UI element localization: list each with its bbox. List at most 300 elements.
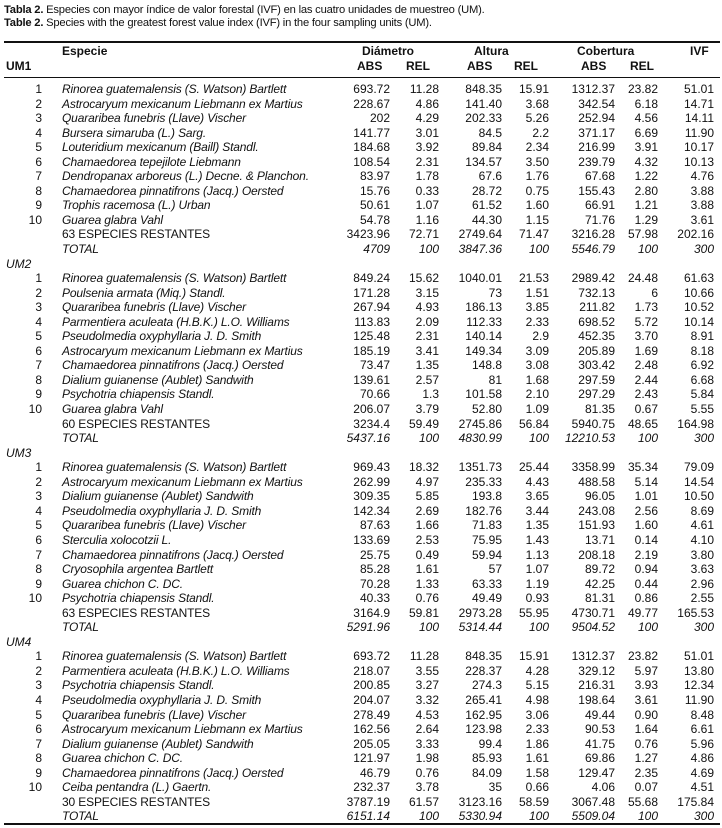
cobertura-abs-value: 42.25	[584, 576, 615, 591]
table-row	[4, 548, 720, 563]
cobertura-rel-value: 5.72	[634, 314, 658, 329]
cobertura-rel-value: 3.70	[634, 329, 658, 344]
diametro-abs-value: 5437.16	[346, 431, 390, 446]
diametro-rel-value: 3.92	[415, 140, 439, 155]
diametro-abs-value: 46.79	[359, 765, 390, 780]
species-name: Dendropanax arboreus (L.) Decne. & Planchon.	[62, 169, 309, 184]
total-row	[4, 620, 720, 635]
species-name: 60 ESPECIES RESTANTES	[62, 416, 211, 431]
table-row	[4, 562, 720, 577]
diametro-abs-value: 85.28	[359, 562, 390, 577]
rank-number: 8	[35, 562, 42, 577]
cobertura-abs-value: 3358.99	[571, 460, 615, 475]
diametro-abs-value: 15.76	[359, 183, 390, 198]
species-name: Ceiba pentandra (L.) Gaertn.	[62, 780, 212, 795]
ivf-value: 6.68	[690, 372, 714, 387]
altura-rel-value: 0.93	[525, 591, 549, 606]
diametro-abs-value: 693.72	[353, 649, 390, 664]
table-row	[4, 140, 720, 155]
ivf-value: 4.86	[690, 751, 714, 766]
rank-number: 9	[35, 387, 42, 402]
diametro-abs-value: 50.61	[359, 198, 390, 213]
cobertura-abs-value: 66.91	[584, 198, 615, 213]
species-name: Chamaedorea pinnatifrons (Jacq.) Oersted	[62, 183, 284, 198]
altura-abs-value: 49.49	[471, 591, 502, 606]
cobertura-rel-value: 0.86	[634, 591, 658, 606]
table-row	[4, 387, 720, 402]
table-row	[4, 780, 720, 795]
cobertura-abs-value: 698.52	[578, 314, 615, 329]
diametro-abs-value: 4709	[363, 242, 390, 257]
diametro-rel-value: 3.55	[415, 663, 439, 678]
diametro-abs-value: 3787.19	[346, 794, 390, 809]
altura-abs-value: 162.95	[465, 707, 502, 722]
cobertura-rel-value: 3.93	[634, 678, 658, 693]
diametro-abs-value: 133.69	[353, 532, 390, 547]
rank-number: 6	[35, 343, 42, 358]
species-table	[4, 82, 720, 824]
cobertura-abs-value: 41.75	[584, 736, 615, 751]
altura-rel-value: 1.60	[525, 198, 549, 213]
altura-abs-value: 1351.73	[458, 460, 502, 475]
ivf-value: 14.54	[683, 474, 714, 489]
ivf-value: 3.61	[690, 212, 714, 227]
species-name: Dialium guianense (Aublet) Sandwith	[62, 736, 254, 751]
species-name: Dialium guianense (Aublet) Sandwith	[62, 489, 254, 504]
species-name: TOTAL	[62, 431, 99, 446]
rank-number: 7	[35, 736, 42, 751]
altura-abs-value: 2745.86	[458, 416, 502, 431]
cobertura-abs-value: 329.12	[578, 663, 615, 678]
caption-en-text: Species with the greatest forest value index (IVF) in the four sampling units (UM).	[43, 16, 432, 29]
altura-abs-value: 52.80	[471, 402, 502, 417]
ivf-value: 8.18	[690, 343, 714, 358]
altura-abs-value: 134.57	[465, 154, 502, 169]
rank-number: 8	[35, 751, 42, 766]
diametro-abs-value: 83.97	[359, 169, 390, 184]
species-name: Chamaedorea tepejilote Liebmann	[62, 154, 241, 169]
altura-rel-value: 100	[528, 809, 549, 824]
species-name: 30 ESPECIES RESTANTES	[62, 794, 211, 809]
altura-rel-value: 0.66	[525, 780, 549, 795]
ivf-value: 4.10	[690, 532, 714, 547]
header-diametro: Diámetro	[362, 44, 415, 58]
ivf-value: 5.55	[690, 402, 714, 417]
rank-number: 1	[35, 649, 42, 664]
altura-abs-value: 99.4	[478, 736, 502, 751]
diametro-abs-value: 5291.96	[346, 620, 390, 635]
cobertura-rel-value: 100	[637, 242, 658, 257]
cobertura-abs-value: 1312.37	[571, 649, 615, 664]
diametro-rel-value: 2.53	[415, 532, 439, 547]
diametro-abs-value: 171.28	[353, 285, 390, 300]
header-altura: Altura	[474, 44, 509, 58]
species-name: Bursera simaruba (L.) Sarg.	[62, 125, 207, 140]
altura-rel-value: 1.43	[525, 532, 549, 547]
diametro-abs-value: 6151.14	[346, 809, 390, 824]
species-name: Pseudolmedia oxyphyllaria J. D. Smith	[62, 503, 262, 518]
header-rule	[4, 77, 720, 78]
cobertura-rel-value: 1.29	[634, 212, 658, 227]
diametro-abs-value: 849.24	[353, 271, 390, 286]
header-ivf: IVF	[690, 44, 709, 58]
cobertura-abs-value: 342.54	[578, 96, 615, 111]
remaining-species-row	[4, 417, 720, 432]
cobertura-rel-value: 6.18	[634, 96, 658, 111]
rank-number: 6	[35, 722, 42, 737]
altura-abs-value: 141.40	[465, 96, 502, 111]
altura-rel-value: 25.44	[518, 460, 549, 475]
ivf-value: 12.34	[683, 678, 714, 693]
rank-number: 9	[35, 198, 42, 213]
rank-number: 4	[35, 692, 42, 707]
altura-rel-value: 15.91	[518, 649, 549, 664]
cobertura-abs-value: 3067.48	[571, 794, 615, 809]
diametro-rel-value: 3.32	[415, 692, 439, 707]
diametro-abs-value: 309.35	[353, 489, 390, 504]
rank-number: 6	[35, 154, 42, 169]
rank-number: 9	[35, 765, 42, 780]
diametro-rel-value: 2.31	[415, 329, 439, 344]
cobertura-abs-value: 5509.04	[571, 809, 615, 824]
cobertura-abs-value: 297.29	[578, 387, 615, 402]
diametro-abs-value: 25.75	[359, 547, 390, 562]
table-row	[4, 82, 720, 97]
species-name: Quararibea funebris (Llave) Vischer	[62, 300, 246, 315]
altura-abs-value: 3123.16	[458, 794, 502, 809]
diametro-abs-value: 184.68	[353, 140, 390, 155]
cobertura-rel-value: 4.32	[634, 154, 658, 169]
altura-abs-value: 274.3	[471, 678, 502, 693]
species-name: TOTAL	[62, 809, 99, 824]
diametro-abs-value: 232.37	[353, 780, 390, 795]
altura-abs-value: 3847.36	[458, 242, 502, 257]
ivf-value: 51.01	[683, 649, 714, 664]
altura-abs-value: 89.84	[471, 140, 502, 155]
altura-rel-value: 1.51	[525, 285, 549, 300]
species-name: Pseudolmedia oxyphyllaria J. D. Smith	[62, 329, 262, 344]
altura-rel-value: 5.15	[525, 678, 549, 693]
altura-abs-value: 112.33	[466, 314, 502, 329]
table-row	[4, 577, 720, 592]
altura-rel-value: 2.33	[525, 314, 549, 329]
cobertura-abs-value: 151.93	[578, 518, 615, 533]
altura-rel-value: 71.47	[518, 227, 549, 242]
diametro-abs-value: 54.78	[359, 212, 390, 227]
table-row	[4, 198, 720, 213]
rank-number: 9	[35, 576, 42, 591]
altura-abs-value: 75.95	[471, 532, 502, 547]
ivf-value: 10.17	[683, 140, 714, 155]
diametro-rel-value: 3.27	[415, 678, 439, 693]
diametro-rel-value: 0.49	[415, 547, 439, 562]
cobertura-rel-value: 2.80	[634, 183, 658, 198]
cobertura-abs-value: 89.72	[584, 562, 615, 577]
table-row	[4, 126, 720, 141]
diametro-abs-value: 218.07	[353, 663, 390, 678]
diametro-abs-value: 185.19	[353, 343, 390, 358]
species-name: Sterculia xolocotzii L.	[62, 532, 172, 547]
altura-rel-value: 4.43	[525, 474, 549, 489]
unit-label-row	[4, 257, 720, 272]
diametro-abs-value: 70.28	[359, 576, 390, 591]
cobertura-rel-value: 23.82	[627, 649, 658, 664]
altura-abs-value: 848.35	[465, 82, 502, 96]
caption-en-label: Table 2.	[4, 16, 44, 29]
table-row	[4, 504, 720, 519]
altura-abs-value: 101.58	[465, 387, 502, 402]
diametro-rel-value: 100	[418, 620, 439, 635]
altura-rel-value: 3.68	[525, 96, 549, 111]
ivf-value: 6.92	[690, 358, 714, 373]
altura-rel-value: 1.07	[525, 562, 549, 577]
ivf-value: 11.90	[684, 125, 714, 140]
diametro-rel-value: 3.41	[415, 343, 439, 358]
header-altura-rel: REL	[514, 59, 538, 73]
altura-rel-value: 3.50	[525, 154, 549, 169]
species-name: Guarea glabra Vahl	[62, 402, 163, 417]
altura-rel-value: 1.58	[525, 765, 549, 780]
species-name: Quararibea funebris (Llave) Vischer	[62, 518, 246, 533]
species-name: TOTAL	[62, 242, 99, 257]
diametro-rel-value: 2.69	[415, 503, 439, 518]
ivf-value: 3.63	[690, 562, 714, 577]
diametro-rel-value: 100	[418, 431, 439, 446]
ivf-value: 165.53	[677, 605, 714, 620]
diametro-rel-value: 4.86	[415, 96, 439, 111]
ivf-value: 8.69	[690, 503, 714, 518]
unit-label: UM3	[6, 445, 32, 460]
altura-abs-value: 81	[488, 372, 502, 387]
table-row	[4, 155, 720, 170]
altura-rel-value: 3.08	[525, 358, 549, 373]
diametro-abs-value: 108.54	[353, 154, 390, 169]
altura-abs-value: 73	[488, 285, 502, 300]
ivf-value: 164.98	[677, 416, 714, 431]
species-name: Guarea chichon C. DC.	[62, 751, 183, 766]
cobertura-rel-value: 24.48	[627, 271, 658, 286]
table-row	[4, 111, 720, 126]
ivf-value: 300	[693, 809, 714, 824]
rank-number: 5	[35, 518, 42, 533]
total-row	[4, 242, 720, 257]
cobertura-abs-value: 297.59	[578, 372, 615, 387]
unit-label: UM2	[6, 256, 32, 271]
header-cobertura-rel: REL	[630, 59, 654, 73]
rank-number: 4	[35, 314, 42, 329]
ivf-value: 4.76	[690, 169, 714, 184]
altura-rel-value: 3.65	[525, 489, 549, 504]
species-name: Dialium guianense (Aublet) Sandwith	[62, 372, 254, 387]
ivf-value: 300	[693, 431, 714, 446]
diametro-rel-value: 1.16	[415, 212, 439, 227]
altura-abs-value: 84.09	[471, 765, 502, 780]
cobertura-abs-value: 205.89	[578, 343, 615, 358]
unit-label: UM4	[6, 634, 32, 649]
cobertura-rel-value: 3.91	[634, 140, 658, 155]
cobertura-rel-value: 35.34	[627, 460, 658, 475]
altura-abs-value: 61.52	[471, 198, 502, 213]
table-row	[4, 300, 720, 315]
diametro-rel-value: 0.76	[415, 591, 439, 606]
bottom-rule	[4, 823, 720, 825]
ivf-value: 79.09	[683, 460, 714, 475]
altura-abs-value: 148.8	[471, 358, 502, 373]
table-row	[4, 766, 720, 781]
diametro-rel-value: 2.31	[415, 154, 439, 169]
diametro-rel-value: 3.15	[415, 285, 439, 300]
cobertura-rel-value: 57.98	[627, 227, 658, 242]
diametro-rel-value: 100	[418, 809, 439, 824]
table-row	[4, 489, 720, 504]
altura-rel-value: 1.15	[525, 212, 549, 227]
cobertura-rel-value: 3.61	[634, 692, 658, 707]
top-rule	[4, 41, 720, 43]
altura-rel-value: 100	[528, 431, 549, 446]
diametro-abs-value: 139.61	[353, 372, 390, 387]
ivf-value: 3.80	[690, 547, 714, 562]
altura-rel-value: 4.28	[525, 663, 549, 678]
altura-rel-value: 21.53	[518, 271, 549, 286]
table-row	[4, 271, 720, 286]
species-name: Rinorea guatemalensis (S. Watson) Bartlett	[62, 460, 287, 475]
diametro-rel-value: 100	[418, 242, 439, 257]
species-name: 63 ESPECIES RESTANTES	[62, 605, 211, 620]
altura-abs-value: 35	[488, 780, 502, 795]
altura-rel-value: 100	[528, 242, 549, 257]
altura-rel-value: 5.26	[525, 111, 549, 126]
diametro-abs-value: 206.07	[353, 402, 390, 417]
altura-abs-value: 44.30	[471, 212, 502, 227]
table-row	[4, 329, 720, 344]
cobertura-rel-value: 2.35	[634, 765, 658, 780]
diametro-abs-value: 278.49	[353, 707, 390, 722]
diametro-abs-value: 693.72	[353, 82, 390, 96]
table-row	[4, 693, 720, 708]
species-name: Rinorea guatemalensis (S. Watson) Bartlett	[62, 82, 287, 96]
altura-abs-value: 67.6	[478, 169, 502, 184]
ivf-value: 175.84	[677, 794, 714, 809]
altura-abs-value: 71.83	[471, 518, 502, 533]
header-altura-abs: ABS	[467, 59, 493, 73]
species-name: Guarea glabra Vahl	[62, 212, 163, 227]
table-row	[4, 722, 720, 737]
cobertura-abs-value: 3216.28	[571, 227, 615, 242]
rank-number: 1	[35, 460, 42, 475]
cobertura-rel-value: 0.07	[634, 780, 658, 795]
altura-rel-value: 1.35	[525, 518, 549, 533]
species-name: Psychotria chiapensis Standl.	[62, 591, 215, 606]
diametro-rel-value: 2.57	[415, 372, 439, 387]
rank-number: 4	[35, 125, 42, 140]
remaining-species-row	[4, 795, 720, 810]
diametro-rel-value: 1.78	[415, 169, 439, 184]
cobertura-abs-value: 4730.71	[571, 605, 615, 620]
diametro-abs-value: 262.99	[353, 474, 390, 489]
cobertura-abs-value: 12210.53	[564, 431, 615, 446]
altura-rel-value: 100	[528, 620, 549, 635]
ivf-value: 300	[693, 242, 714, 257]
diametro-abs-value: 40.33	[359, 591, 390, 606]
cobertura-rel-value: 0.76	[634, 736, 658, 751]
table-row	[4, 518, 720, 533]
cobertura-rel-value: 23.82	[627, 82, 658, 96]
species-name: Astrocaryum mexicanum Liebmann ex Martius	[62, 474, 303, 489]
cobertura-abs-value: 732.13	[578, 285, 615, 300]
cobertura-abs-value: 71.76	[584, 212, 615, 227]
species-name: Rinorea guatemalensis (S. Watson) Bartlett	[62, 649, 287, 664]
altura-rel-value: 2.2	[532, 125, 549, 140]
ivf-value: 10.66	[683, 285, 714, 300]
rank-number: 6	[35, 532, 42, 547]
altura-abs-value: 123.98	[465, 722, 502, 737]
caption-es-text: Especies con mayor índice de valor forestal (IVF) en las cuatro unidades de muestreo (UM).	[43, 4, 485, 16]
table-row	[4, 475, 720, 490]
diametro-abs-value: 204.07	[353, 692, 390, 707]
table-row	[4, 591, 720, 606]
altura-rel-value: 56.84	[518, 416, 549, 431]
ivf-value: 13.80	[683, 663, 714, 678]
altura-abs-value: 193.8	[471, 489, 502, 504]
diametro-rel-value: 72.71	[408, 227, 439, 242]
diametro-abs-value: 200.85	[353, 678, 390, 693]
diametro-rel-value: 1.35	[415, 358, 439, 373]
diametro-abs-value: 142.34	[353, 503, 390, 518]
ivf-value: 51.01	[683, 82, 714, 96]
species-name: Trophis racemosa (L.) Urban	[62, 198, 211, 213]
rank-number: 10	[28, 402, 42, 417]
total-row	[4, 809, 720, 824]
species-name: Chamaedorea pinnatifrons (Jacq.) Oersted	[62, 765, 284, 780]
altura-rel-value: 1.61	[525, 751, 549, 766]
cobertura-rel-value: 100	[637, 620, 658, 635]
table-row	[4, 286, 720, 301]
altura-abs-value: 59.94	[471, 547, 502, 562]
ivf-value: 14.71	[683, 96, 714, 111]
cobertura-rel-value: 1.22	[634, 169, 658, 184]
unit-label-row	[4, 446, 720, 461]
cobertura-abs-value: 9504.52	[571, 620, 615, 635]
ivf-value: 5.84	[690, 387, 714, 402]
ivf-value: 10.14	[683, 314, 714, 329]
altura-abs-value: 186.13	[465, 300, 502, 315]
species-name: Rinorea guatemalensis (S. Watson) Bartlett	[62, 271, 287, 286]
cobertura-rel-value: 2.43	[634, 387, 658, 402]
altura-abs-value: 5314.44	[458, 620, 502, 635]
diametro-rel-value: 1.07	[415, 198, 439, 213]
rank-number: 7	[35, 547, 42, 562]
rank-number: 8	[35, 372, 42, 387]
cobertura-abs-value: 452.35	[578, 329, 615, 344]
diametro-rel-value: 61.57	[408, 794, 439, 809]
table-row	[4, 213, 720, 228]
diametro-rel-value: 4.29	[415, 111, 439, 126]
cobertura-abs-value: 96.05	[584, 489, 615, 504]
diametro-rel-value: 4.93	[415, 300, 439, 315]
rank-number: 1	[35, 82, 42, 96]
species-name: Chamaedorea pinnatifrons (Jacq.) Oersted	[62, 547, 284, 562]
altura-abs-value: 202.33	[465, 111, 502, 126]
diametro-abs-value: 162.56	[353, 722, 390, 737]
species-name: Chamaedorea pinnatifrons (Jacq.) Oersted	[62, 358, 284, 373]
table-row	[4, 737, 720, 752]
cobertura-rel-value: 2.48	[634, 358, 658, 373]
cobertura-abs-value: 81.35	[584, 402, 615, 417]
ivf-value: 3.88	[690, 198, 714, 213]
species-name: Guarea chichon C. DC.	[62, 576, 183, 591]
diametro-rel-value: 11.28	[409, 649, 439, 664]
cobertura-abs-value: 49.44	[584, 707, 615, 722]
